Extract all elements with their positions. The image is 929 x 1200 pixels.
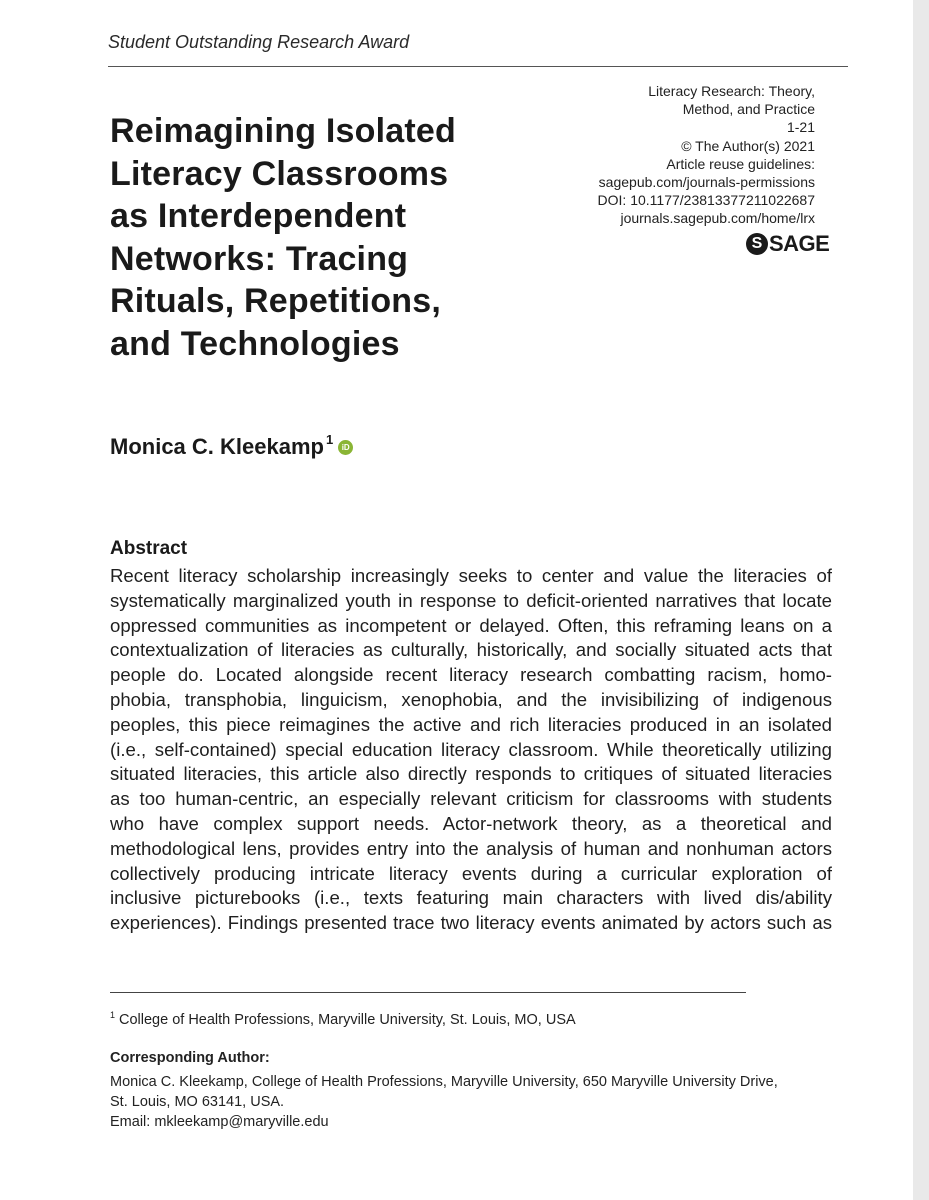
abstract-line: oppressed communities as incompetent or delayed. Often, this reframing leans on a	[110, 614, 832, 636]
corresponding-city: St. Louis, MO 63141, USA.	[110, 1094, 285, 1110]
abstract-line: experiences). Findings presented trace two literacy events animated by actors such as	[110, 912, 832, 934]
abstract-line: (i.e., self-contained) special education literacy classroom. While theoretically utilizing	[110, 738, 832, 760]
abstract-line: methodological lens, provides entry into the analysis of human and nonhuman actors	[110, 837, 832, 859]
abstract-line: systematically marginalized youth in response to deficit-oriented narratives that locate	[110, 589, 832, 611]
orcid-icon[interactable]: iD	[338, 440, 353, 455]
affiliation-footnote	[110, 1010, 576, 1028]
permissions-link[interactable]: sagepub.com/journals-permissions	[598, 174, 815, 191]
series-label: Student Outstanding Research Award	[108, 32, 410, 52]
copyright-line: © The Author(s) 2021	[681, 137, 815, 154]
abstract-line: who have complex support needs. Actor-network theory, as a theoretical and	[110, 812, 832, 834]
abstract-line: peoples, this piece reimagines the active and rich literacies produced in an isolated	[110, 713, 832, 735]
journal-line: Method, and Practice	[682, 101, 815, 118]
page-range: 1-21	[786, 119, 815, 136]
abstract-body	[110, 564, 832, 936]
abstract-line: inclusive picturebooks (i.e., texts featuring main characters with lived dis/ability	[110, 887, 832, 909]
corresponding-email[interactable]: Email: mkleekamp@maryville.edu	[110, 1114, 329, 1130]
title-line: as Interdependent	[110, 197, 407, 235]
affiliation-marker: 1	[325, 432, 334, 447]
journal-line: Literacy Research: Theory,	[648, 83, 815, 99]
journal-info	[495, 82, 815, 228]
title-line: and Technologies	[110, 324, 400, 363]
title-line: Networks: Tracing	[110, 239, 409, 278]
abstract-line: collectively producing intricate literacy events during a curricular exploration of	[110, 862, 832, 884]
corresponding-author-heading: Corresponding Author:	[110, 1050, 270, 1066]
header-rule	[108, 66, 848, 67]
abstract-line: as too human-centric, an especially relevant criticism for classrooms with students	[110, 788, 832, 810]
doi-link[interactable]: DOI: 10.1177/23813377211022687	[597, 192, 815, 209]
author-line	[110, 434, 353, 460]
abstract-line: people do. Located alongside recent literacy research combatting racism, homo-	[110, 664, 832, 686]
page-edge-shadow	[913, 0, 929, 1200]
journal-homepage-link[interactable]: journals.sagepub.com/home/lrx	[620, 210, 815, 227]
abstract-line: contextualization of literacies as culturally, historically, and socially situated acts that	[110, 639, 832, 661]
corresponding-address: Monica C. Kleekamp, College of Health Professions, Maryville University, 650 Maryville University Drive,	[110, 1074, 778, 1090]
footnote-marker: 1	[110, 1010, 116, 1020]
affiliation-text: College of Health Professions, Maryville University, St. Louis, MO, USA	[119, 1011, 576, 1028]
title-line: Rituals, Repetitions,	[110, 282, 442, 320]
title-line: Literacy Classrooms	[110, 154, 449, 193]
title-line: Reimagining Isolated	[110, 112, 456, 150]
author-name: Monica C. Kleekamp	[110, 434, 324, 459]
abstract-line: situated literacies, this article also directly responds to critiques of situated literacies	[110, 763, 832, 785]
corresponding-author-details	[110, 1072, 840, 1132]
sage-logo	[746, 230, 829, 258]
abstract-heading: Abstract	[110, 538, 188, 559]
sage-logo-text: SAGE	[769, 231, 830, 256]
abstract-line: Recent literacy scholarship increasingly seeks to center and value the literacies of	[110, 565, 832, 586]
reuse-guidelines: Article reuse guidelines:	[666, 155, 815, 172]
abstract-line: phobia, transphobia, linguicism, xenophobia, and the invisibilizing of indigenous	[110, 688, 832, 710]
article-title	[110, 110, 510, 365]
footnote-rule	[110, 992, 746, 993]
sage-logo-icon: S	[746, 233, 768, 255]
